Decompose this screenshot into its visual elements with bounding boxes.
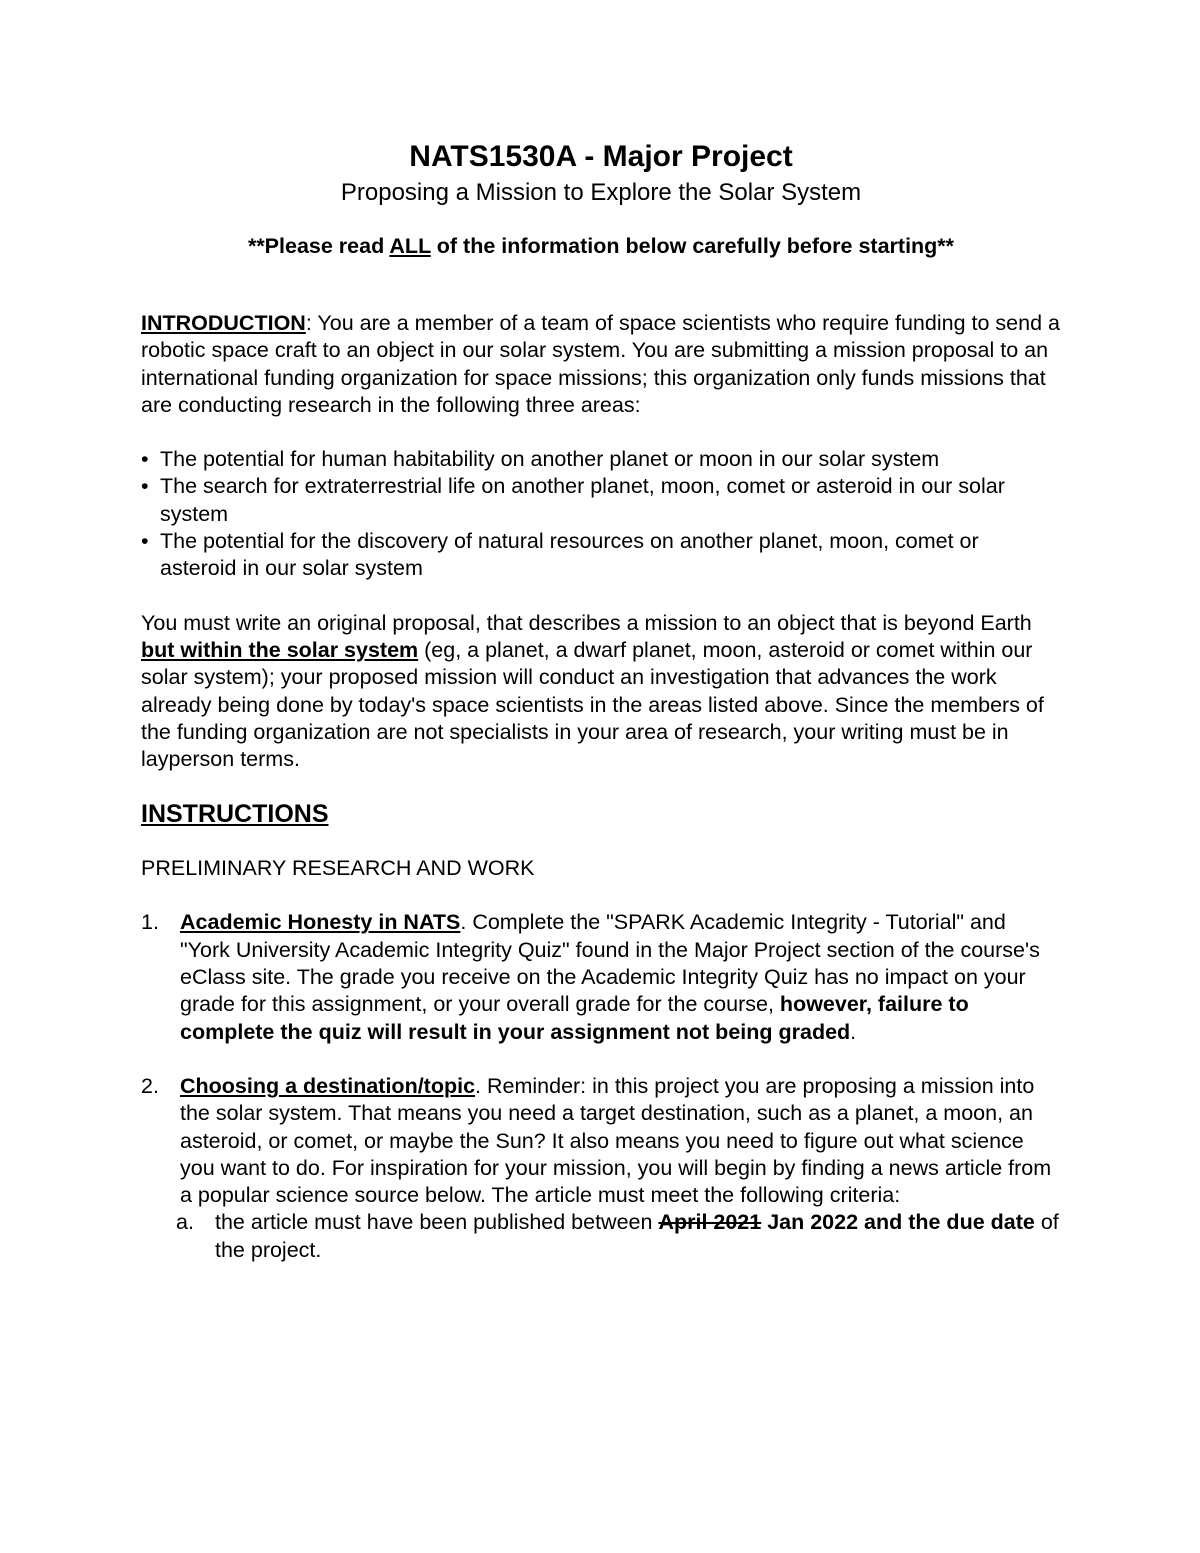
read-carefully-notice bbox=[141, 233, 1061, 260]
step-title: Choosing a destination/topic bbox=[180, 1073, 476, 1098]
introduction-text: : You are a member of a team of space scientists who require funding to send a robotic space craft to an object in our solar system. You are submitting a mission proposal to an international funding organization for space missions; this organization only funds missions that are conducting research in the following three areas: bbox=[141, 311, 1060, 417]
list-item bbox=[141, 473, 1061, 528]
research-areas-list bbox=[141, 446, 1061, 582]
article-criteria-list bbox=[176, 1209, 1061, 1264]
bullet-icon: • bbox=[141, 447, 149, 472]
step-academic-honesty bbox=[141, 909, 1061, 1045]
step-text-end: . bbox=[850, 1019, 857, 1044]
notice-text-end: of the information below carefully before starting** bbox=[430, 234, 955, 258]
criteria-text-start: the article must have been published between bbox=[215, 1210, 659, 1235]
list-item-text: The potential for human habitability on another planet or moon in our solar system bbox=[160, 447, 940, 472]
proposal-text-end: (eg, a planet, a dwarf planet, moon, asteroid or comet within our solar system); your proposed mission will conduct an investigation that advances the work already being done by today's space scientists in the areas listed above. Since the members of the funding organization are not specialists in your area of research, your writing must be in layperson terms. bbox=[141, 637, 1044, 772]
criteria-item bbox=[176, 1209, 1061, 1264]
list-item bbox=[141, 446, 1061, 473]
proposal-text-start: You must write an original proposal, that describes a mission to an object that is beyond Earth bbox=[141, 610, 1032, 635]
step-number: 1. bbox=[141, 910, 159, 935]
instruction-steps-list bbox=[141, 909, 1061, 1264]
struck-date-text: April 2021 bbox=[658, 1210, 762, 1235]
bullet-icon: • bbox=[141, 529, 149, 554]
revised-date-text: Jan 2022 and the due date bbox=[761, 1210, 1035, 1235]
preliminary-research-heading: PRELIMINARY RESEARCH AND WORK bbox=[141, 856, 535, 881]
step-title: Academic Honesty in NATS bbox=[180, 910, 461, 935]
introduction-label: INTRODUCTION bbox=[141, 311, 306, 335]
criteria-letter: a. bbox=[176, 1210, 194, 1235]
step-warning-text: however, failure to complete the quiz will result in your assignment not being graded bbox=[180, 992, 969, 1044]
bullet-icon: • bbox=[141, 474, 149, 499]
introduction-paragraph bbox=[141, 310, 1061, 419]
step-text: . Reminder: in this project you are proposing a mission into the solar system. That means you need a target destination, such as a planet, a moon, an asteroid, or comet, or maybe the Sun? It also means you need to figure out what science you want to do. For inspiration for your mission, you will begin by finding a news article from a popular science source below. The article must meet the following criteria: bbox=[180, 1073, 1052, 1208]
list-item bbox=[141, 528, 1061, 583]
proposal-description-paragraph bbox=[141, 610, 1061, 774]
instructions-heading: INSTRUCTIONS bbox=[141, 800, 329, 829]
notice-text-start: **Please read bbox=[247, 234, 390, 258]
document-subtitle: Proposing a Mission to Explore the Solar System bbox=[340, 179, 862, 206]
step-choosing-destination bbox=[141, 1073, 1061, 1264]
list-item-text: The potential for the discovery of natural resources on another planet, moon, comet or asteroid in our solar system bbox=[160, 529, 979, 581]
notice-emphasis: ALL bbox=[389, 234, 431, 258]
proposal-emphasis: but within the solar system bbox=[141, 637, 419, 662]
document-page bbox=[141, 138, 1061, 1264]
list-item-text: The search for extraterrestrial life on another planet, moon, comet or asteroid in our solar system bbox=[160, 474, 1005, 526]
step-number: 2. bbox=[141, 1073, 159, 1098]
step-text: . Complete the "SPARK Academic Integrity - Tutorial" and "York University Academic Integrity Quiz" found in the Major Project section of the course's eClass site. The grade you receive on the Academic Integrity Quiz has no impact on your grade for this assignment, or your overall grade for the course, bbox=[180, 910, 1040, 1017]
criteria-text-end: of the project. bbox=[215, 1210, 1059, 1262]
document-title: NATS1530A - Major Project bbox=[409, 140, 793, 173]
